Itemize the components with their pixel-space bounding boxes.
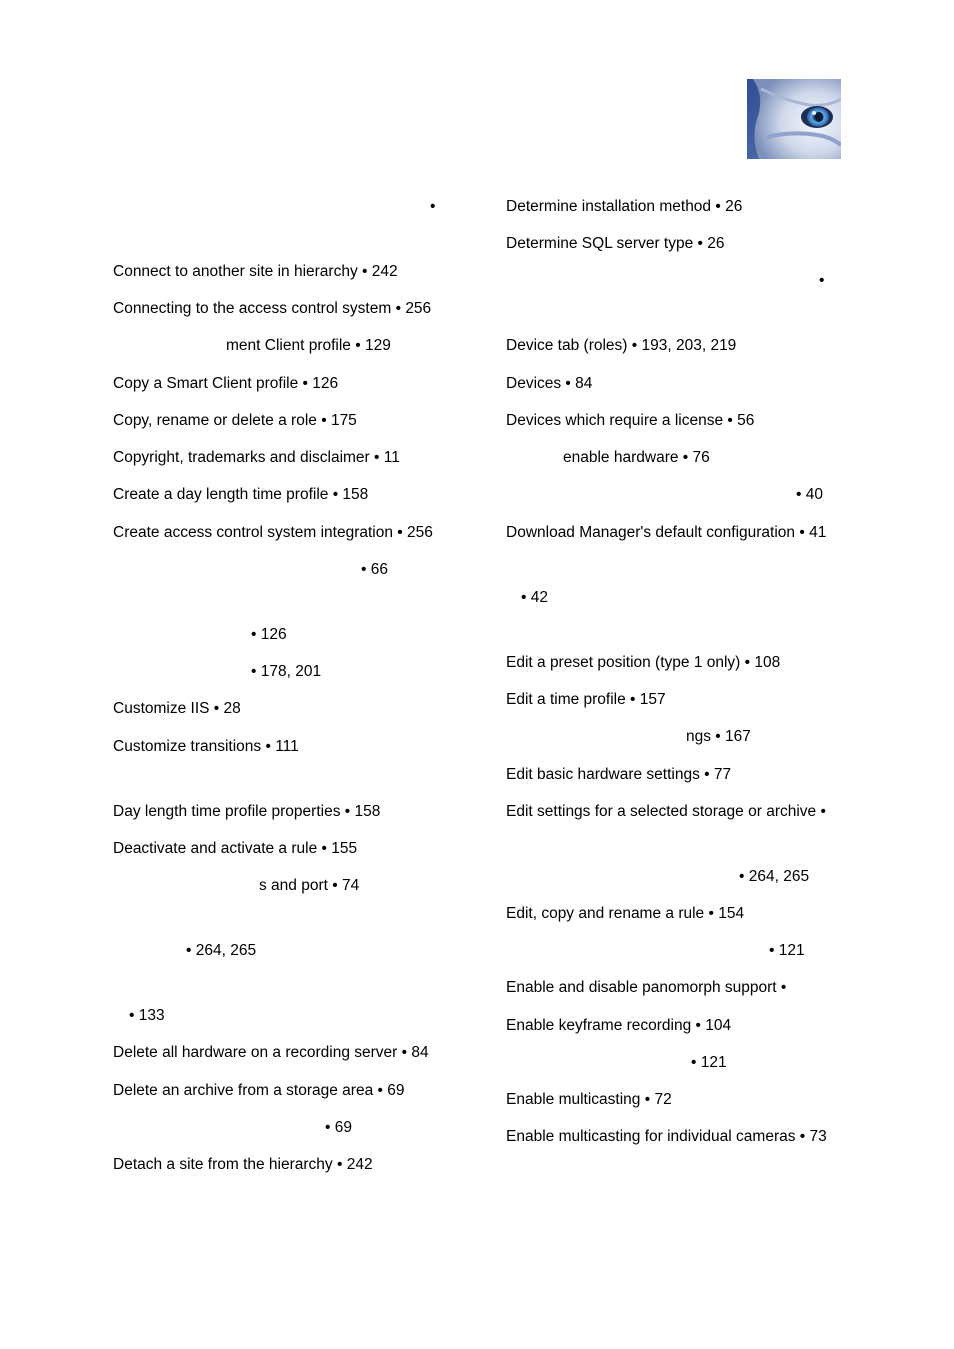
index-entry: Copy a Smart Client profile • 126 — [113, 375, 339, 392]
index-entry: Enable multicasting • 72 — [506, 1091, 672, 1108]
index-entry: Copyright, trademarks and disclaimer • 11 — [113, 449, 400, 466]
index-entry: • 42 — [521, 589, 548, 606]
index-entry: • 69 — [325, 1119, 352, 1136]
index-entry: • 126 — [251, 626, 287, 643]
index-entry: Delete all hardware on a recording server • 84 — [113, 1044, 429, 1061]
index-entry: • 121 — [691, 1054, 727, 1071]
index-entry: • 264, 265 — [739, 868, 810, 885]
index-entry: Device tab (roles) • 193, 203, 219 — [506, 337, 737, 354]
index-entry: Create a day length time profile • 158 — [113, 486, 369, 503]
index-entry: Enable and disable panomorph support • — [506, 979, 787, 996]
index-entry: Day length time profile properties • 158 — [113, 803, 381, 820]
index-entry: • — [819, 272, 825, 289]
index-entry: Download Manager's default configuration • 41 — [506, 524, 827, 541]
index-entry: Edit a preset position (type 1 only) • 108 — [506, 654, 781, 671]
index-entry: • 133 — [129, 1007, 165, 1024]
index-entry: • 40 — [796, 486, 823, 503]
index-entry: ment Client profile • 129 — [226, 337, 391, 354]
index-entry: Connecting to the access control system • 256 — [113, 300, 432, 317]
wolf-eye-logo-icon — [747, 79, 841, 159]
index-entry: Copy, rename or delete a role • 175 — [113, 412, 357, 429]
index-entry: Delete an archive from a storage area • 69 — [113, 1082, 405, 1099]
index-entry: • 178, 201 — [251, 663, 322, 680]
index-entry: Devices which require a license • 56 — [506, 412, 755, 429]
index-entry: enable hardware • 76 — [563, 449, 710, 466]
index-entry: Create access control system integration • 256 — [113, 524, 433, 541]
index-entry: • 121 — [769, 942, 805, 959]
index-entry: Detach a site from the hierarchy • 242 — [113, 1156, 373, 1173]
index-entry: • 66 — [361, 561, 388, 578]
index-entry: Devices • 84 — [506, 375, 593, 392]
index-entry: Enable keyframe recording • 104 — [506, 1017, 732, 1034]
index-entry: s and port • 74 — [259, 877, 360, 894]
index-entry: Connect to another site in hierarchy • 242 — [113, 263, 398, 280]
index-entry: • — [430, 198, 436, 215]
index-entry: Customize IIS • 28 — [113, 700, 241, 717]
index-entry: Edit basic hardware settings • 77 — [506, 766, 732, 783]
index-entry: ngs • 167 — [686, 728, 751, 745]
index-entry: Customize transitions • 111 — [113, 738, 299, 755]
index-entry: • 264, 265 — [186, 942, 257, 959]
index-entry: Determine SQL server type • 26 — [506, 235, 725, 252]
index-entry: Edit a time profile • 157 — [506, 691, 666, 708]
index-entry: Enable multicasting for individual cameras • 73 — [506, 1128, 827, 1145]
index-entry: Deactivate and activate a rule • 155 — [113, 840, 358, 857]
index-entry: Determine installation method • 26 — [506, 198, 743, 215]
index-entry: Edit, copy and rename a rule • 154 — [506, 905, 745, 922]
index-entry: Edit settings for a selected storage or archive • — [506, 803, 826, 820]
